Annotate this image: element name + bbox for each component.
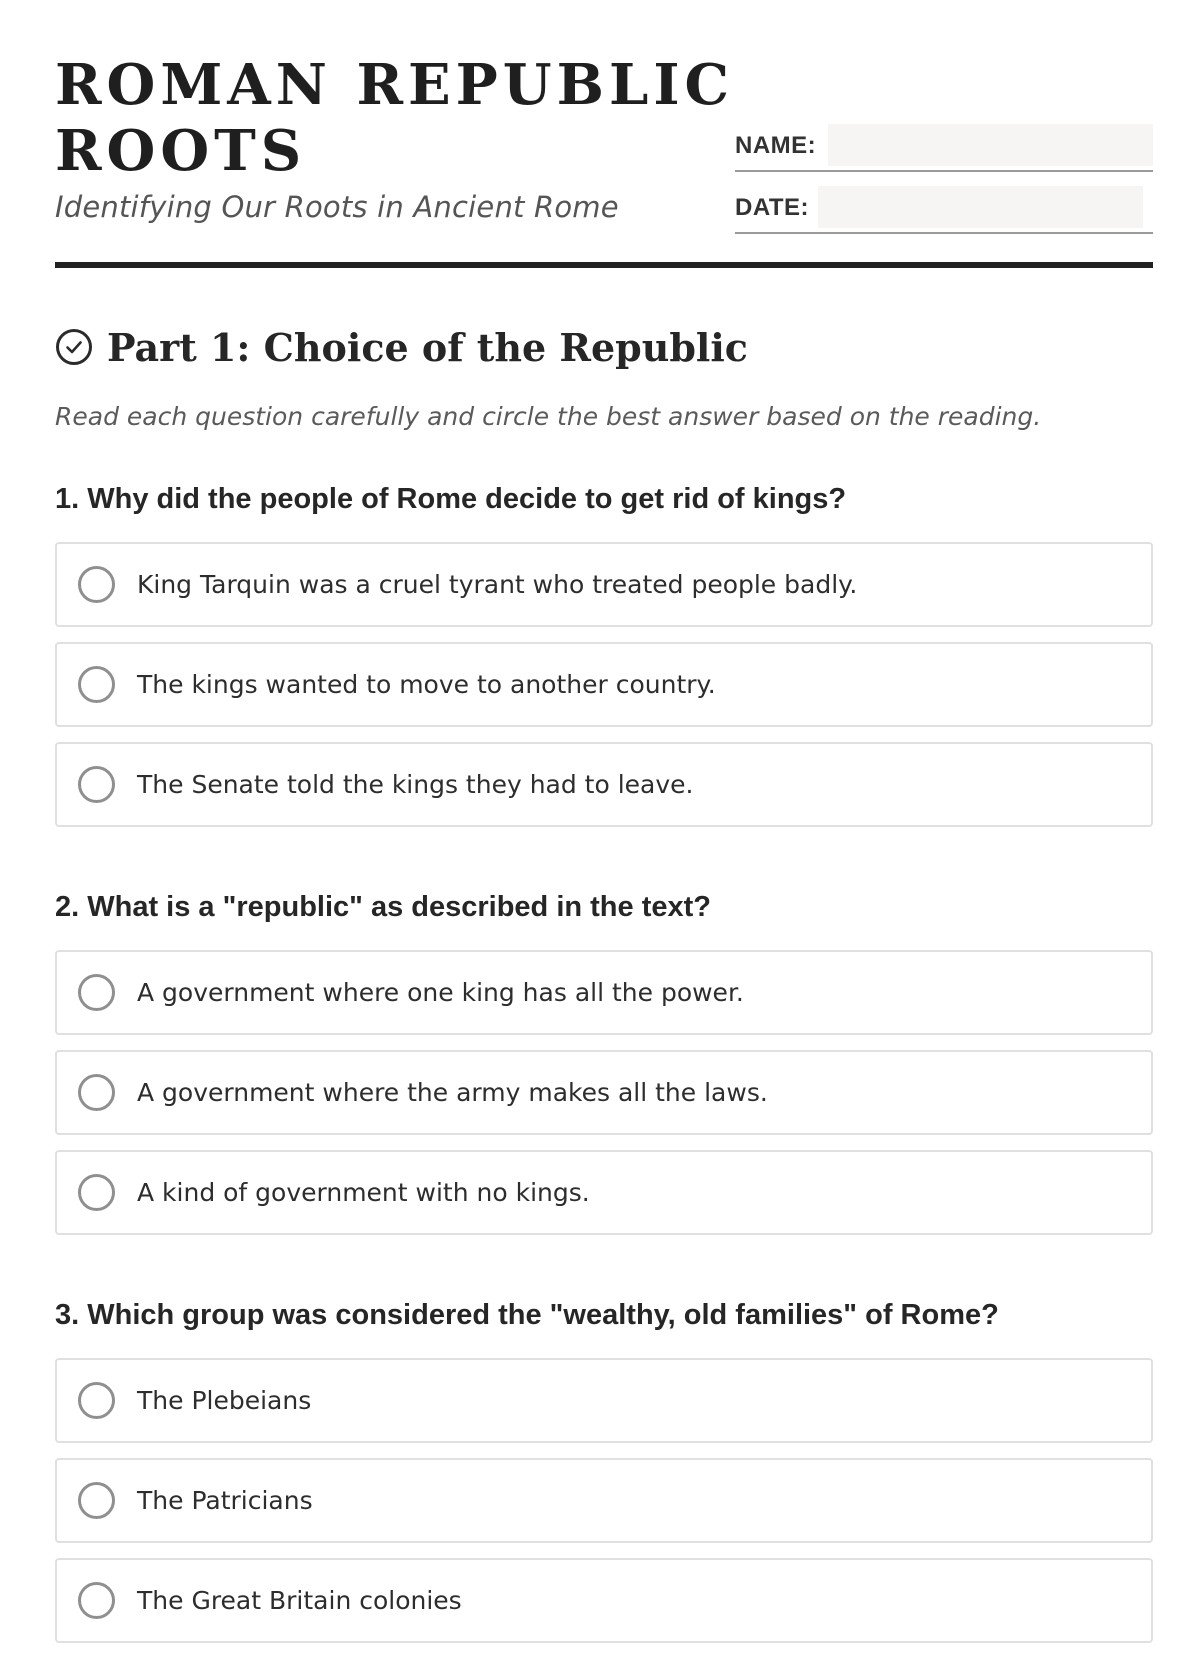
answer-option[interactable]: [55, 1458, 1153, 1543]
question-2-options: [55, 950, 1153, 1235]
radio-button[interactable]: [78, 1074, 115, 1111]
question-1-text: 1. Why did the people of Rome decide to get rid of kings?: [55, 483, 847, 515]
question-2-text: 2. What is a "republic" as described in the text?: [55, 891, 711, 923]
answer-option[interactable]: [55, 1150, 1153, 1235]
answer-option-label: A government where the army makes all the laws.: [137, 1078, 768, 1107]
radio-button[interactable]: [78, 566, 115, 603]
name-label: NAME:: [735, 132, 817, 159]
answer-option[interactable]: [55, 542, 1153, 627]
question-1: [55, 478, 1153, 842]
radio-button[interactable]: [78, 1582, 115, 1619]
radio-button[interactable]: [78, 1482, 115, 1519]
section-heading: [55, 322, 748, 372]
radio-button[interactable]: [78, 974, 115, 1011]
answer-option-label: King Tarquin was a cruel tyrant who treated people badly.: [137, 570, 858, 599]
worksheet-page: [55, 0, 1153, 1615]
answer-option-label: The Plebeians: [137, 1386, 312, 1415]
question-3-options: [55, 1358, 1153, 1643]
radio-button[interactable]: [78, 666, 115, 703]
question-1-options: [55, 542, 1153, 827]
section-instructions: Read each question carefully and circle the best answer based on the reading.: [55, 402, 1042, 431]
answer-option-label: The Great Britain colonies: [137, 1586, 462, 1615]
worksheet-subtitle: Identifying Our Roots in Ancient Rome: [55, 190, 619, 224]
check-circle-icon: [55, 328, 93, 366]
answer-option-label: The Senate told the kings they had to leave.: [137, 770, 694, 799]
worksheet-title: ROMAN REPUBLIC ROOTS: [55, 52, 735, 184]
name-field: [735, 124, 1153, 172]
answer-option[interactable]: [55, 1358, 1153, 1443]
answer-option[interactable]: [55, 742, 1153, 827]
date-label: DATE:: [735, 194, 810, 221]
question-3: [55, 1294, 1153, 1658]
section-title: Part 1: Choice of the Republic: [107, 324, 748, 370]
question-3-text: 3. Which group was considered the "wealthy, old families" of Rome?: [55, 1299, 999, 1331]
answer-option[interactable]: [55, 642, 1153, 727]
worksheet-header: [55, 0, 1153, 268]
answer-option-label: The Patricians: [137, 1486, 313, 1515]
radio-button[interactable]: [78, 1174, 115, 1211]
answer-option-label: A government where one king has all the power.: [137, 978, 744, 1007]
date-field: [735, 186, 1153, 234]
question-2: [55, 886, 1153, 1250]
answer-option[interactable]: [55, 1050, 1153, 1135]
answer-option-label: The kings wanted to move to another country.: [137, 670, 716, 699]
answer-option[interactable]: [55, 1558, 1153, 1643]
radio-button[interactable]: [78, 1382, 115, 1419]
date-input[interactable]: [818, 186, 1143, 228]
radio-button[interactable]: [78, 766, 115, 803]
header-divider: [55, 262, 1153, 268]
answer-option-label: A kind of government with no kings.: [137, 1178, 590, 1207]
name-input[interactable]: [828, 124, 1153, 166]
answer-option[interactable]: [55, 950, 1153, 1035]
